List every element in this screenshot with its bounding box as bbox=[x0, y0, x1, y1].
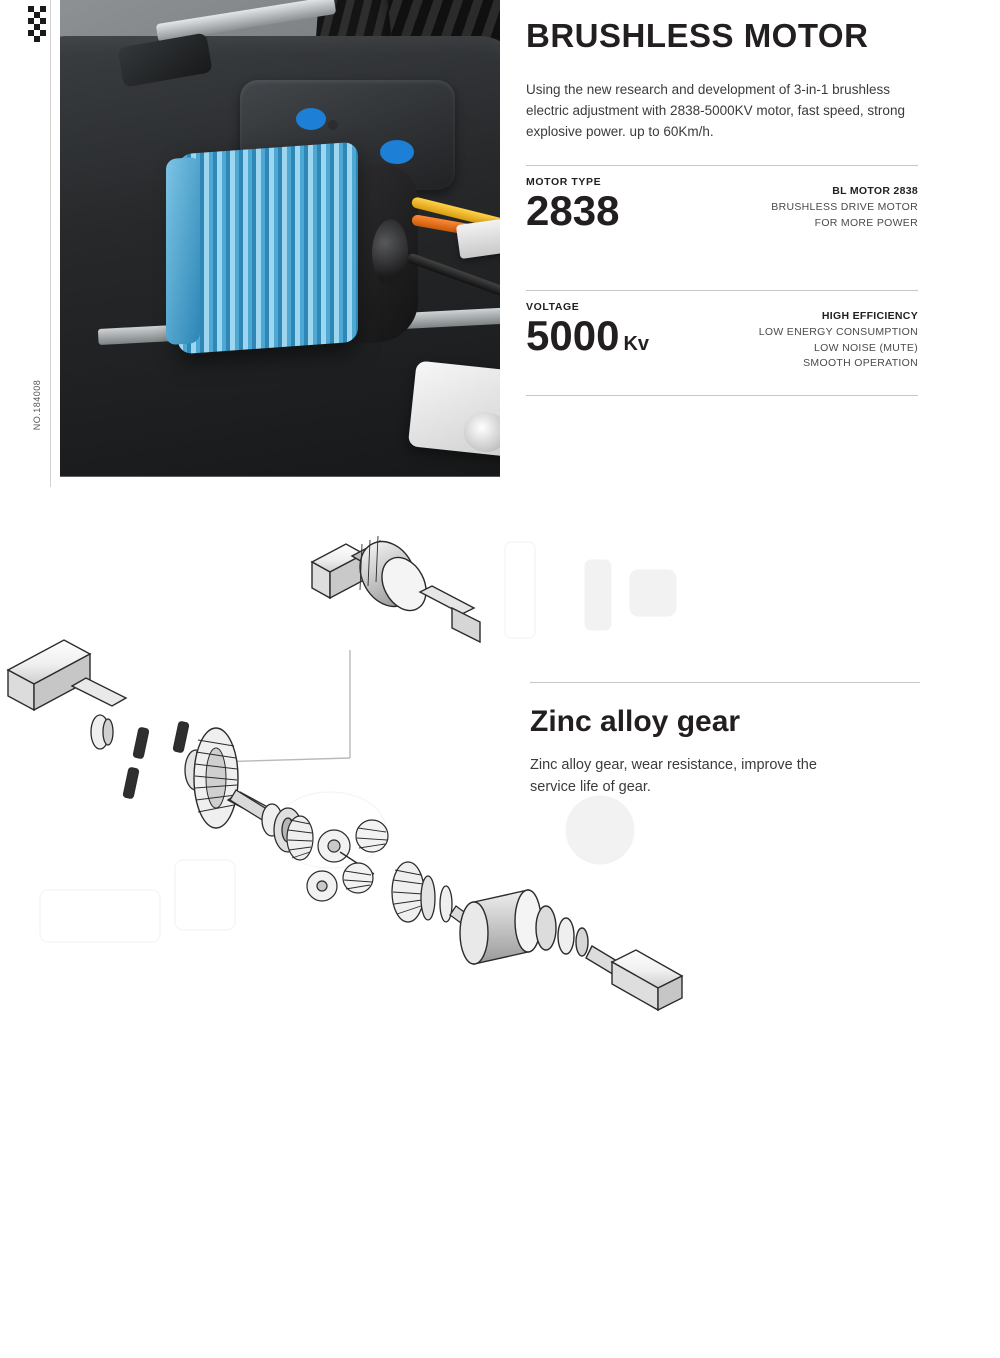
spec-voltage bbox=[526, 290, 918, 393]
cover-vent-hole bbox=[380, 140, 414, 164]
spec-label: MOTOR TYPE bbox=[526, 176, 602, 189]
spec-detail-line: SMOOTH OPERATION bbox=[803, 357, 918, 370]
watermark-text bbox=[150, 1220, 187, 1358]
spec-value-number: 5000 bbox=[526, 312, 620, 360]
product-code: NO.184008 bbox=[32, 379, 42, 431]
spec-detail-list bbox=[771, 184, 918, 231]
page-title: BRUSHLESS MOTOR bbox=[526, 17, 869, 54]
gear-text-column bbox=[530, 682, 920, 813]
cover-screw-hole bbox=[328, 120, 338, 130]
checkerboard-icon bbox=[28, 6, 46, 46]
motor-text-column bbox=[526, 0, 926, 396]
gear-divider bbox=[530, 682, 920, 683]
spec-detail-line: HIGH EFFICIENCY bbox=[821, 310, 918, 323]
spec-detail-line: BRUSHLESS DRIVE MOTOR bbox=[771, 200, 918, 213]
spec-detail-line: BL MOTOR 2838 bbox=[832, 185, 918, 198]
rail-divider bbox=[50, 0, 51, 487]
section-title: Zinc alloy gear bbox=[530, 705, 741, 738]
spec-motor-type bbox=[526, 165, 918, 268]
motor-front-cap bbox=[166, 157, 200, 345]
spec-detail-list bbox=[759, 309, 918, 372]
spec-value-unit: Kv bbox=[623, 333, 650, 356]
brushless-motor-photo bbox=[60, 0, 500, 477]
spec-detail-line: LOW ENERGY CONSUMPTION bbox=[758, 325, 918, 338]
zinc-alloy-gear-section bbox=[0, 500, 1000, 1022]
spec-detail-line: FOR MORE POWER bbox=[814, 216, 918, 229]
gear-description: Zinc alloy gear, wear resistance, improve the service life of gear. bbox=[530, 757, 817, 795]
motor-description: Using the new research and development of 3-in-1 brushless electric adjustment with 2838-5000KV motor, fast speed, strong explosive power. up to 60Km/h. bbox=[526, 82, 905, 140]
servo-unit bbox=[408, 360, 500, 457]
spec-label: VOLTAGE bbox=[526, 301, 580, 314]
spec-value-number: 2838 bbox=[526, 187, 620, 235]
wire-connector bbox=[456, 219, 500, 259]
motor-heatsink-body bbox=[178, 142, 358, 355]
brushless-motor-section bbox=[0, 0, 1000, 490]
cover-vent-hole bbox=[296, 108, 326, 130]
spec-bottom-divider bbox=[526, 395, 918, 396]
spec-detail-line: LOW NOISE (MUTE) bbox=[814, 341, 918, 354]
left-rail bbox=[14, 0, 60, 487]
